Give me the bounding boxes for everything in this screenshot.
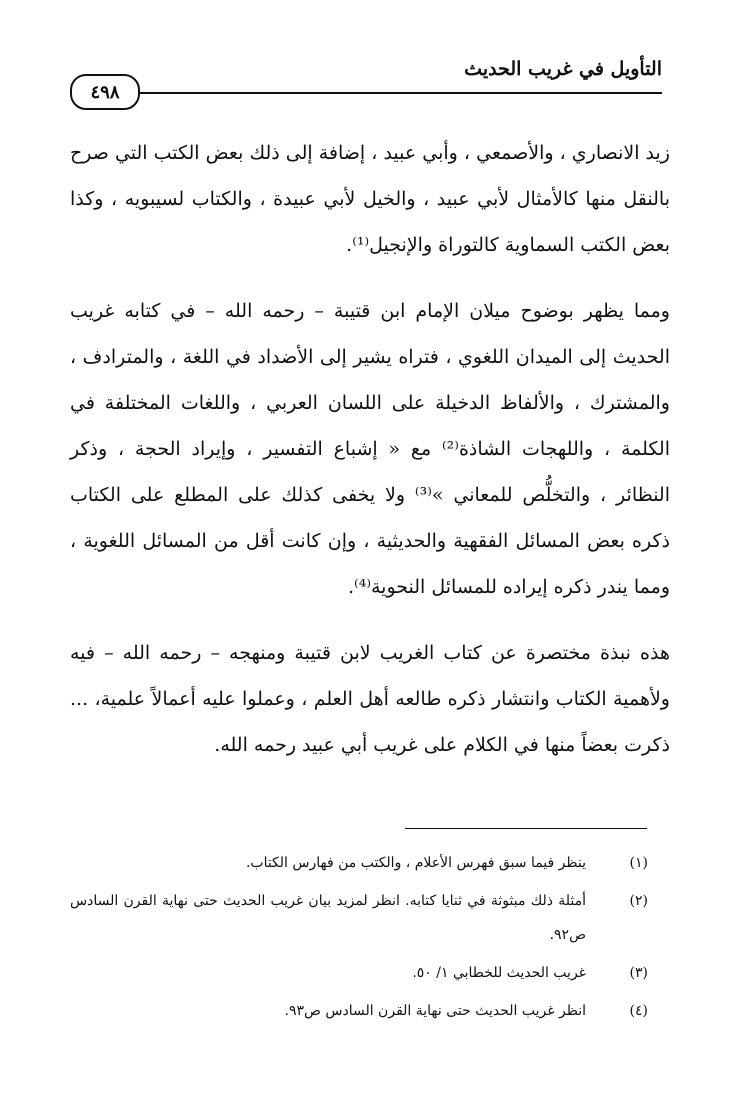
footnotes <box>70 846 648 1032</box>
footnote-number: (١) <box>629 855 648 871</box>
footnote <box>70 994 648 1028</box>
page-number: ٤٩٨ <box>70 74 140 110</box>
footnote-text: ينظر فيما سبق فهرس الأعلام ، والكتب من فهارس الكتاب. <box>245 855 586 871</box>
footnote-number: (٣) <box>629 965 648 981</box>
footnote-number: (٤) <box>629 1003 648 1019</box>
footnote-text: انظر غريب الحديث حتى نهاية القرن السادس ص٩٣. <box>284 1003 586 1019</box>
running-header <box>70 52 662 102</box>
header-title: التأويل في غريب الحديث <box>464 58 662 80</box>
paragraph: زيد الانصاري ، والأصمعي ، وأبي عبيد ، إضافة إلى ذلك بعض الكتب التي صرح بالنقل منها كالأمثال لأبي عبيد ، والخيل لأبي عبيدة ، والكتاب لسيبويه ، وكذا بعض الكتب السماوية كالتوراة والإنجيل⁽¹⁾. <box>70 142 670 256</box>
paragraph: هذه نبذة مختصرة عن كتاب الغريب لابن قتيبة ومنهجه – رحمه الله – فيه ولأهمية الكتاب وانتشار ذكره طالعه أهل العلم ، وعملوا عليه أعمالاً علمية، ... ذكرت بعضاً منها في الكلام على غريب أبي عبيد رحمه الله. <box>70 642 670 756</box>
footnote-text: أمثلة ذلك مبثوثة في ثنايا كتابه. انظر لمزيد بيان غريب الحديث حتى نهاية القرن السادس ص٩٢. <box>70 893 586 943</box>
footnote <box>70 884 648 952</box>
header-rule <box>140 92 662 94</box>
footnote <box>70 846 648 880</box>
footnote-number: (٢) <box>629 893 648 909</box>
main-text <box>70 130 670 788</box>
footnote <box>70 956 648 990</box>
footnote-separator <box>405 828 647 829</box>
paragraph: ومما يظهر بوضوح ميلان الإمام ابن قتيبة – رحمه الله – في كتابه غريب الحديث إلى الميدان اللغوي ، فتراه يشير إلى الأضداد في اللغة ، والمترادف ، والمشترك ، والألفاظ الدخيلة على اللسان العربي ، واللغات المختلفة في الكلمة ، واللهجات الشاذة⁽²⁾ مع « إشباع التفسير ، وإيراد الحجة ، وذكر النظائر ، والتخلُّص للمعاني »⁽³⁾ ولا يخفى كذلك على المطلع على الكتاب ذكره بعض المسائل الفقهية والحديثية ، وإن كانت أقل من المسائل اللغوية ، ومما يندر ذكره إيراده للمسائل النحوية⁽⁴⁾. <box>70 300 671 598</box>
footnote-text: غريب الحديث للخطابي ١/ ٥٠. <box>412 965 586 981</box>
